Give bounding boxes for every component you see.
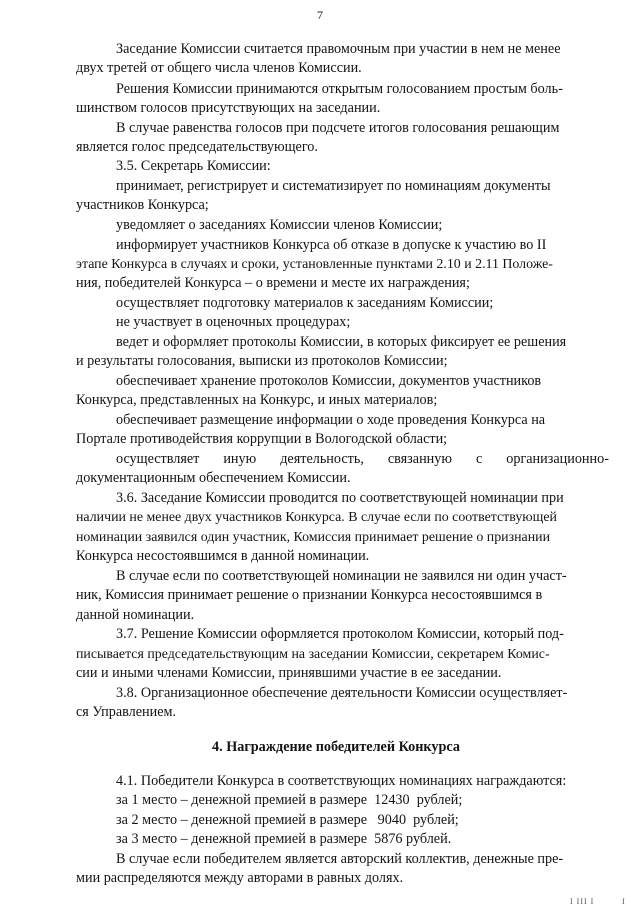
text-line: за 1 место – денежной премией в размере 12430 рублей; bbox=[116, 792, 463, 808]
text-line: данной номинации. bbox=[76, 607, 195, 623]
text-line: Конкурса несостоявшимся в данной номинации. bbox=[76, 548, 370, 564]
text-line: 4.1. Победители Конкурса в соответствующих номинациях награждаются: bbox=[116, 773, 567, 789]
text-line: обеспечивает хранение протоколов Комиссии, документов участников bbox=[116, 373, 542, 389]
text-line: Портале противодействия коррупции в Вологодской области; bbox=[76, 431, 448, 447]
text-line: мии распределяются между авторами в равных долях. bbox=[76, 870, 404, 886]
text-line: 3.7. Решение Комиссии оформляется протоколом Комиссии, который под- bbox=[116, 626, 564, 642]
text-line: Решения Комиссии принимаются открытым голосованием простым боль- bbox=[116, 81, 563, 97]
word: осуществляет bbox=[116, 451, 200, 467]
text-line: принимает, регистрирует и систематизирует по номинациям документы bbox=[116, 178, 551, 194]
text-line: ведет и оформляет протоколы Комиссии, в которых фиксирует ее решения bbox=[116, 334, 567, 350]
text-line: номинации заявился один участник, Комиссия принимает решение о признании bbox=[76, 530, 550, 545]
scan-mark: I III I bbox=[570, 897, 595, 906]
text-line: двух третей от общего числа членов Комиссии. bbox=[76, 60, 362, 76]
text-line: писывается председательствующим на заседании Комиссии, секретарем Комис- bbox=[76, 647, 550, 662]
text-line: и результаты голосования, выписки из протоколов Комиссии; bbox=[76, 353, 448, 369]
text-line: В случае если по соответствующей номинации не заявился ни один участ- bbox=[116, 568, 567, 584]
text-line: ник, Комиссия принимает решение о признании Конкурса несостоявшимся в bbox=[76, 587, 543, 603]
section-heading: 4. Награждение победителей Конкурса bbox=[212, 739, 460, 755]
page-number: 7 bbox=[317, 8, 323, 22]
text-line: этапе Конкурса в случаях и сроки, установленные пунктами 2.10 и 2.11 Положе- bbox=[76, 257, 553, 272]
word: иную bbox=[223, 451, 257, 467]
text-line: 3.6. Заседание Комиссии проводится по соответствующей номинации при bbox=[116, 490, 564, 506]
text-line: Заседание Комиссии считается правомочным при участии в нем не менее bbox=[116, 41, 561, 57]
text-line: ся Управлением. bbox=[76, 704, 177, 720]
text-line: шинством голосов присутствующих на заседании. bbox=[76, 100, 381, 116]
text-line: документационным обеспечением Комиссии. bbox=[76, 470, 351, 486]
text-line: за 3 место – денежной премией в размере 5876 рублей. bbox=[116, 831, 452, 847]
text-line: является голос председательствующего. bbox=[76, 139, 318, 155]
text-line: сии и иными членами Комиссии, принявшими участие в ее заседании. bbox=[76, 665, 502, 681]
text-line: ния, победителей Конкурса – о времени и месте их награждения; bbox=[76, 275, 470, 291]
word: с bbox=[475, 451, 483, 467]
text-line: обеспечивает размещение информации о ходе проведения Конкурса на bbox=[116, 412, 546, 428]
word: организационно- bbox=[506, 451, 609, 467]
text-line: информирует участников Конкурса об отказе в допуске к участию во II bbox=[116, 237, 547, 253]
text-line: В случае равенства голосов при подсчете итогов голосования решающим bbox=[116, 120, 560, 136]
text-line: В случае если победителем является авторский коллектив, денежные пре- bbox=[116, 851, 564, 867]
scan-mark: I bbox=[622, 897, 626, 906]
text-line: за 2 место – денежной премией в размере 9040 рублей; bbox=[116, 812, 459, 828]
text-line: уведомляет о заседаниях Комиссии членов Комиссии; bbox=[116, 217, 443, 233]
text-line: 3.5. Секретарь Комиссии: bbox=[116, 158, 271, 174]
text-line: участников Конкурса; bbox=[76, 197, 209, 213]
text-line: наличии не менее двух участников Конкурса. В случае если по соответствующей bbox=[76, 510, 557, 525]
word: деятельность, bbox=[280, 451, 364, 467]
text-line: Конкурса, представленных на Конкурс, и иных материалов; bbox=[76, 392, 438, 408]
text-line: 3.8. Организационное обеспечение деятельности Комиссии осуществляет- bbox=[116, 685, 568, 701]
text-line: осуществляет подготовку материалов к заседаниям Комиссии; bbox=[116, 295, 494, 311]
word: связанную bbox=[387, 451, 452, 467]
text-line-justified bbox=[116, 450, 609, 469]
text-line: не участвует в оценочных процедурах; bbox=[116, 314, 351, 330]
